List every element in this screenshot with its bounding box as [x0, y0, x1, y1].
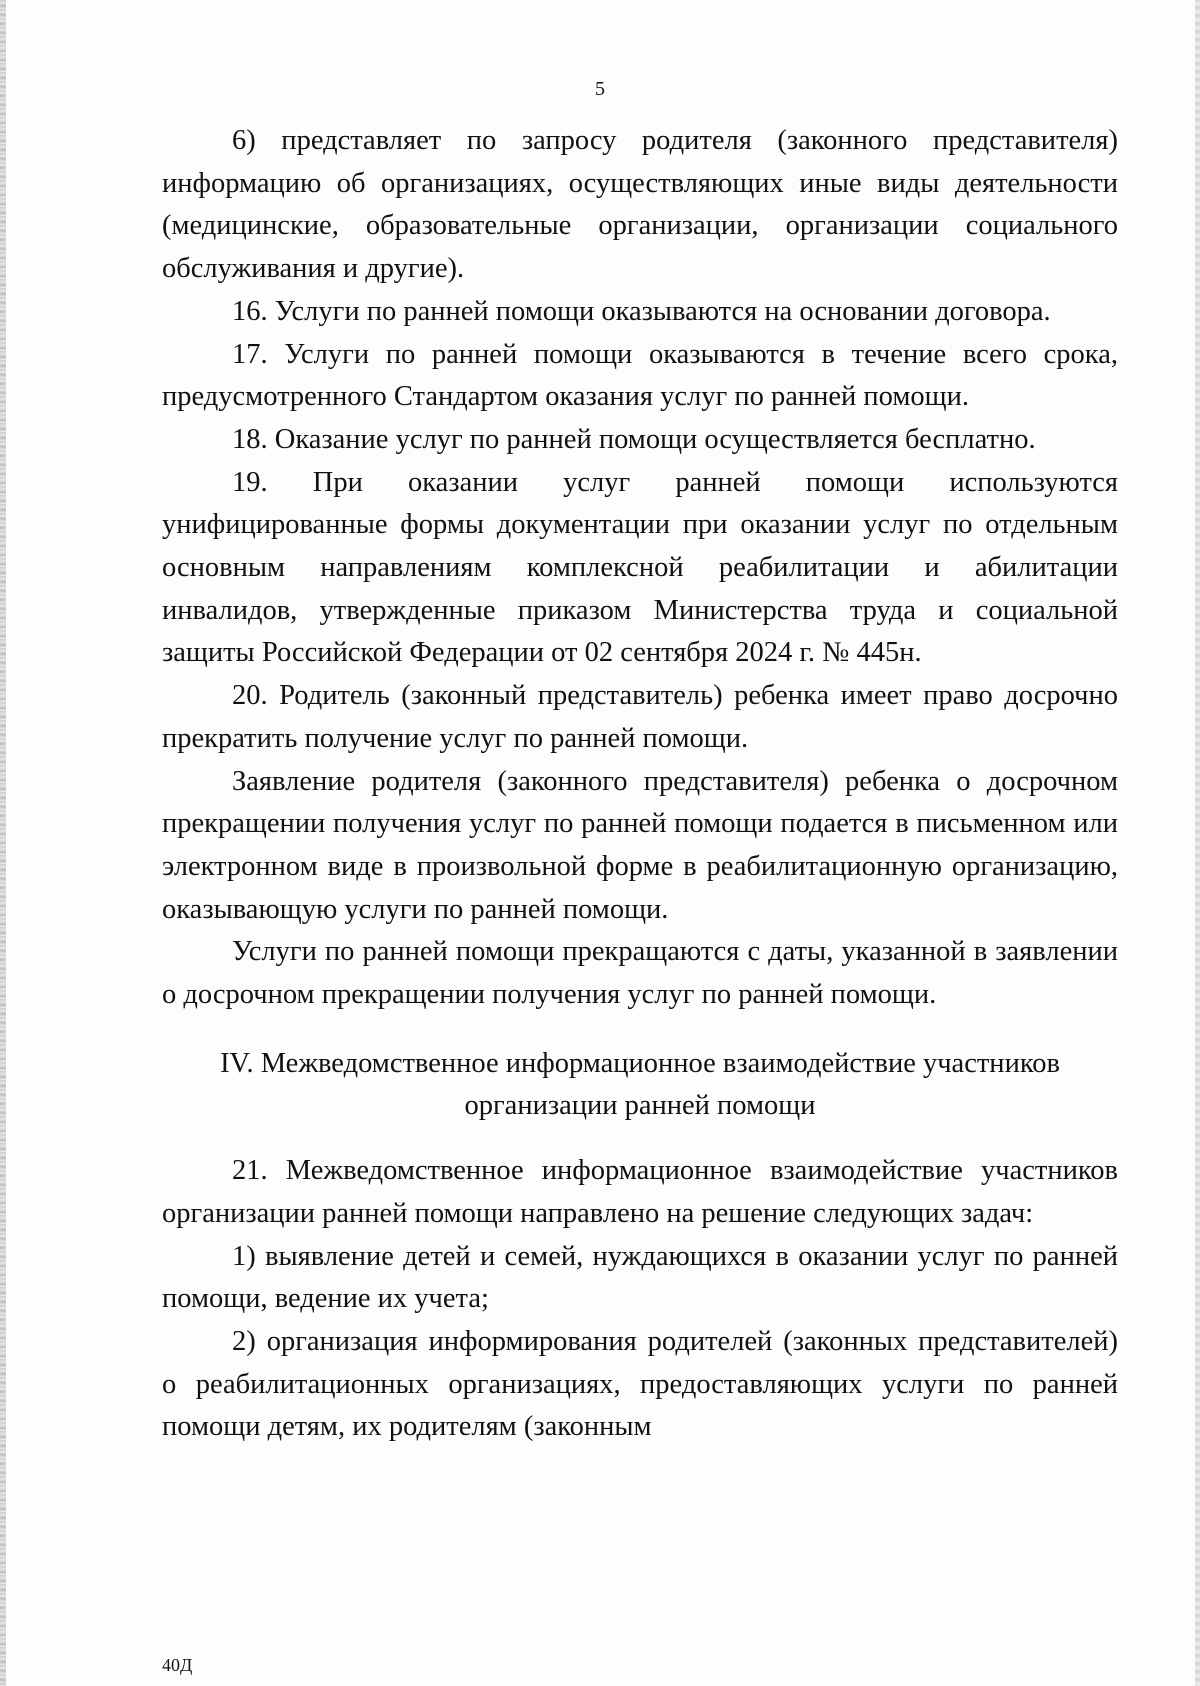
scan-edge-right: [1195, 0, 1200, 1686]
footer-code: 40Д: [162, 1655, 193, 1675]
paragraph-item-6: 6) представляет по запросу родителя (законного представителя) информацию об организациях, осуществляющих иные виды деятельности (медицинские, образовательные организации, организации социального обслуживания и другие).: [162, 125, 1118, 285]
paragraph-application: Заявление родителя (законного представителя) ребенка о досрочном прекращении получения услуг по ранней помощи подается в письменном или электронном виде в произвольной форме в реабилитационную организацию, оказывающую услуги по ранней помощи.: [162, 765, 1118, 925]
paragraph-clause-19: 19. При оказании услуг ранней помощи используются унифицированные формы документации при оказании услуг по отдельным основным направлениям комплексной реабилитации и абилитации инвалидов, утвержденные приказом Министерства труда и социальной защиты Российской Федерации от 02 сентября 2024 г. № 445н.: [162, 466, 1118, 669]
paragraph-clause-21: 21. Межведомственное информационное взаимодействие участников организации ранней помощи направлено на решение следующих задач:: [162, 1155, 1118, 1229]
section-heading: [162, 1043, 1118, 1128]
paragraph-clause-16: 16. Услуги по ранней помощи оказываются на основании договора.: [232, 295, 1051, 327]
section-heading-line1: IV. Межведомственное информационное взаимодействие участников: [220, 1047, 1060, 1079]
paragraph-task-2: 2) организация информирования родителей (законных представителей) о реабилитационных организациях, предоставляющих услуги по ранней помощи детям, их родителям (законным: [162, 1325, 1118, 1443]
page-number: 5: [595, 78, 605, 100]
paragraph-clause-18: 18. Оказание услуг по ранней помощи осуществляется бесплатно.: [232, 423, 1036, 455]
paragraph-termination: Услуги по ранней помощи прекращаются с даты, указанной в заявлении о досрочном прекращении получения услуг по ранней помощи.: [162, 936, 1118, 1011]
paragraph-task-1: 1) выявление детей и семей, нуждающихся в оказании услуг по ранней помощи, ведение их учета;: [162, 1240, 1118, 1315]
document-body: [162, 120, 1118, 1449]
section-heading-line2: организации ранней помощи: [464, 1090, 816, 1122]
scan-edge-left: [0, 0, 6, 1686]
paragraph-clause-20: 20. Родитель (законный представитель) ребенка имеет право досрочно прекратить получение услуг по ранней помощи.: [162, 680, 1118, 754]
paragraph-clause-17: 17. Услуги по ранней помощи оказываются в течение всего срока, предусмотренного Стандартом оказания услуг по ранней помощи.: [162, 338, 1118, 413]
